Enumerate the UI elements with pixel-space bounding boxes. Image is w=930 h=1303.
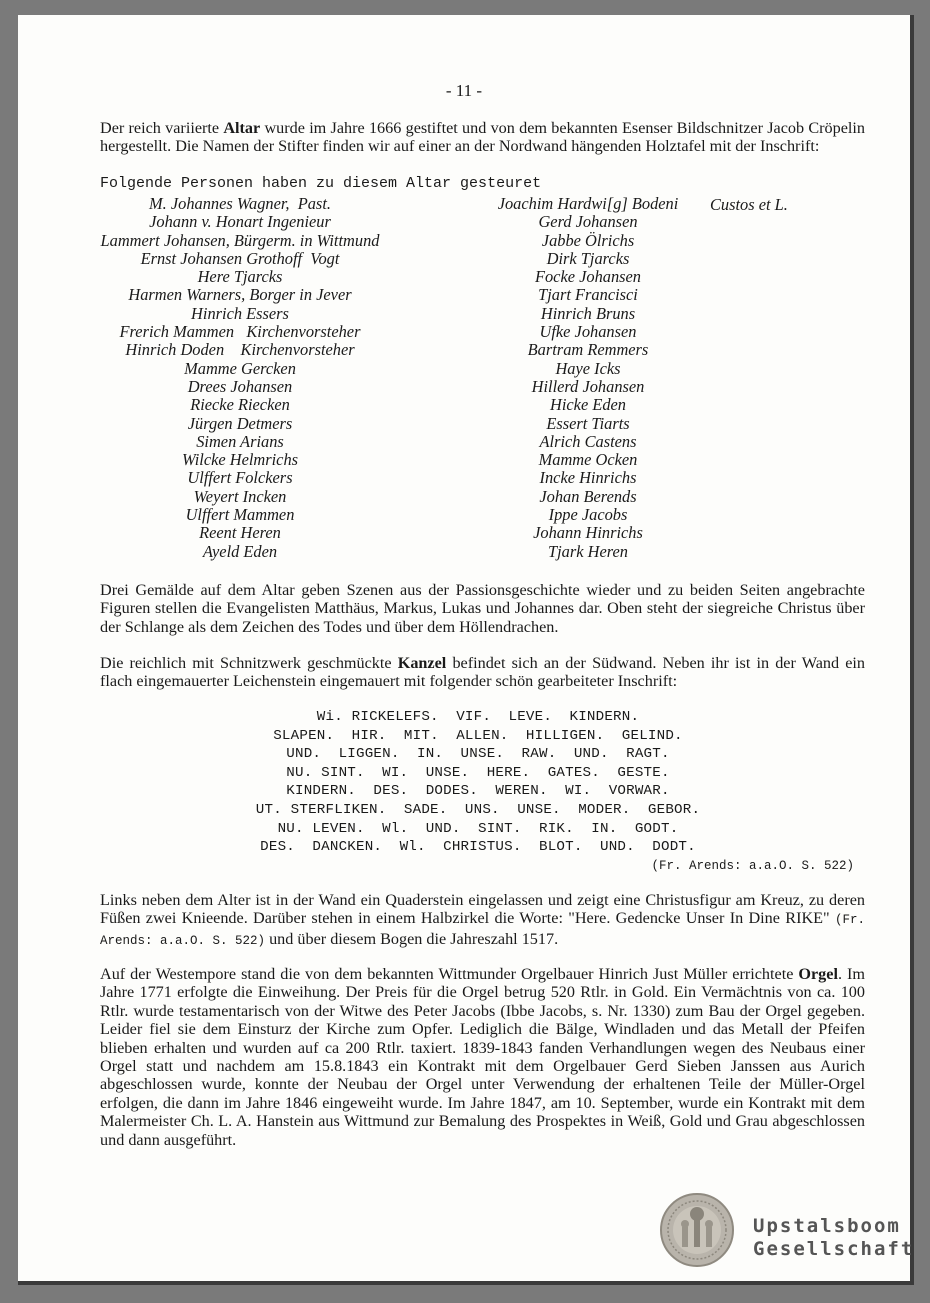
inscription-source: (Fr. Arends: a.a.O. S. 522) (651, 859, 854, 873)
donor-name: Jürgen Detmers (187, 413, 293, 433)
p3-text-start: Die reichlich mit Schnitzwerk geschmückte (100, 654, 398, 672)
donor-list-left (100, 195, 380, 561)
paragraph-stone (100, 891, 865, 950)
donor-name: Gerd Johansen (538, 212, 638, 232)
donor-name: Hicke Eden (550, 395, 626, 415)
donor-name: Here Tjarcks (197, 267, 283, 287)
donor-name: Riecke Riecken (190, 395, 290, 415)
inscription-line: Wi. RICKELEFS. VIF. LEVE. KINDERN. (316, 709, 640, 725)
donor-name: Jabbe Ölrichs (541, 230, 635, 250)
p1-text-start: Der reich variierte (100, 119, 224, 137)
inscription-line: NU. SINT. WI. UNSE. HERE. GATES. GESTE. (286, 764, 670, 781)
inscription-line: UT. STERFLIKEN. SADE. UNS. UNSE. MODER. GEBOR. (255, 801, 701, 818)
donor-name: Ippe Jacobs (548, 505, 628, 525)
gravestone-inscription (218, 708, 738, 857)
donor-name: Mamme Ocken (538, 450, 638, 470)
inscription-line: NU. LEVEN. Wl. UND. SINT. RIK. IN. GODT. (277, 820, 679, 837)
donor-name: Mamme Gercken (184, 358, 296, 378)
p5-text-end: . Im Jahre 1771 erfolgte die Einweihung. Der Preis für die Orgel betrug 520 Rtlr. in Gold. Ein Vermächtnis von ca. 100 Rtlr. wurde testamentarisch von der Witwe des Peter Jacobs (Ibbe Jacobs, s. Nr. 1330) zum Bau der Orgel gegeben. Leider fiel sie dem Einsturz der Kirche zum Opfer. Lediglich die Bälge, Windladen und das Metall der Pfeifen blieben erhalten und wurden auf ca 200 Rtlr. taxiert. 1839-1843 fanden Verhandlungen wegen des Neubaus einer Orgel statt und nachdem am 15.8.1843 ein Kontrakt mit dem Orgelbauer Gerd Sieben Janssen aus Aurich abgeschlossen wurde, konnte der Neubau der Orgel unter Verwendung der erhaltenen Teile der Müller-Orgel erfolgen, die dann im Jahre 1846 eingeweiht wurde. Im Jahre 1847, am 10. September, wurde ein Kontrakt mit dem Malermeister Ch. L. A. Hanstein aus Wittmund zur Bemalung des Prospektes in Weiß, Gold und Grau abgeschlossen und dann ausgeführt. (100, 965, 865, 1149)
inscription-line: DES. DANCKEN. Wl. CHRISTUS. BLOT. UND. DODT. (260, 839, 696, 856)
inscription-line: UND. LIGGEN. IN. UNSE. RAW. UND. RAGT. (286, 746, 670, 763)
p3-bold-kanzel: Kanzel (397, 654, 447, 672)
paragraph-pulpit (100, 654, 865, 691)
donor-name: Drees Johansen (187, 376, 293, 396)
society-seal-icon (660, 1193, 734, 1267)
society-brand (753, 1215, 914, 1261)
donor-name: Tjark Heren (548, 541, 628, 561)
donor-name: Hillerd Johansen (531, 376, 645, 396)
paragraph-organ (100, 965, 865, 1149)
donor-name: Hinrich Doden Kirchenvorsteher (125, 340, 355, 360)
donor-name: Tjart Francisci (538, 285, 638, 305)
donor-list-heading: Folgende Personen haben zu diesem Altar gesteuret (100, 175, 542, 192)
donor-name: Essert Tiarts (546, 413, 630, 433)
p1-bold-altar: Altar (223, 119, 261, 137)
custos-note: Custos et L. (710, 195, 788, 214)
donor-name: Johann v. Honart Ingenieur (149, 212, 331, 232)
donor-list-right (468, 195, 708, 561)
donor-name: Hinrich Essers (191, 303, 289, 323)
p4-text-start: Links neben dem Alter ist in der Wand ein Quaderstein eingelassen und zeigt eine Christusfigur am Kreuz, zu deren Füßen zwei Knieende. Darüber stehen in einem Halbzirkel die Worte: "Here. Gedencke Unser In Dine RIKE" (100, 891, 865, 928)
donor-name: Hinrich Bruns (540, 303, 636, 323)
brand-line-1: Upstalsboom (753, 1215, 901, 1237)
donor-name: Simen Arians (196, 431, 284, 451)
p5-text-start: Auf der Westempore stand die von dem bekannten Wittmunder Orgelbauer Hinrich Just Müller errichtete (100, 965, 799, 983)
donor-name: Alrich Castens (539, 431, 637, 451)
inscription-line: KINDERN. DES. DODES. WEREN. WI. VORWAR. (286, 783, 670, 800)
page-number: - 11 - (445, 81, 483, 100)
donor-name: Haye Icks (555, 358, 621, 378)
p3-text-end: befindet sich an der Südwand. Neben ihr ist in der Wand ein flach eingemauerter Leichenstein eingemauert mit folgender schön gearbeiteter Inschrift: (100, 654, 866, 691)
donor-name: Dirk Tjarcks (546, 248, 630, 268)
donor-name: Ayeld Eden (202, 541, 278, 561)
document-page (18, 15, 914, 1285)
donor-name: Harmen Warners, Borger in Jever (128, 285, 352, 305)
donor-name: Incke Hinrichs (539, 468, 637, 488)
donor-name: Ulffert Mammen (185, 505, 295, 525)
p5-bold-orgel: Orgel (798, 965, 838, 983)
donor-name: Joachim Hardwi[g] Bodeni (497, 194, 679, 213)
p1-text-end: wurde im Jahre 1666 gestiftet und von dem bekannten Esenser Bildschnitzer Jacob Cröpelin hergestellt. Die Namen der Stifter finden wir auf einer an der Nordwand hängenden Holztafel mit der Inschrift: (100, 119, 865, 156)
donor-name: Frerich Mammen Kirchenvorsteher (119, 322, 361, 342)
inscription-line: SLAPEN. HIR. MIT. ALLEN. HILLIGEN. GELIND. (273, 727, 683, 744)
donor-name: Ufke Johansen (539, 322, 637, 342)
donor-name: Bartram Remmers (527, 340, 649, 360)
donor-name: Johan Berends (539, 486, 637, 506)
brand-line-2: Gesellschaft (753, 1238, 915, 1260)
paragraph-paintings: Drei Gemälde auf dem Altar geben Szenen aus der Passionsgeschichte wieder und zu beiden Seiten angebrachte Figuren stellen die Evangelisten Matthäus, Markus, Lukas und Johannes dar. Oben steht der siegreiche Christus über der Schlange als dem Zeichen des Todes und über dem Höllendrachen. (100, 581, 865, 636)
p4-text-end: und über diesem Bogen die Jahreszahl 1517. (265, 929, 559, 948)
paragraph-altar (100, 119, 865, 156)
donor-name: Reent Heren (199, 523, 281, 543)
donor-name: Focke Johansen (534, 267, 642, 287)
donor-name: Johann Hinrichs (533, 523, 643, 543)
p4-source-citation: (Fr. Arends: a.a.O. S. 522) (100, 913, 865, 948)
donor-name: Ernst Johansen Grothoff Vogt (140, 248, 340, 268)
donor-name: Lammert Johansen, Bürgerm. in Wittmund (100, 230, 380, 250)
donor-name: Wilcke Helmrichs (181, 450, 299, 470)
donor-name: Ulffert Folckers (187, 468, 293, 488)
donor-name: Weyert Incken (193, 486, 287, 506)
donor-name: M. Johannes Wagner, Past. (149, 194, 331, 213)
